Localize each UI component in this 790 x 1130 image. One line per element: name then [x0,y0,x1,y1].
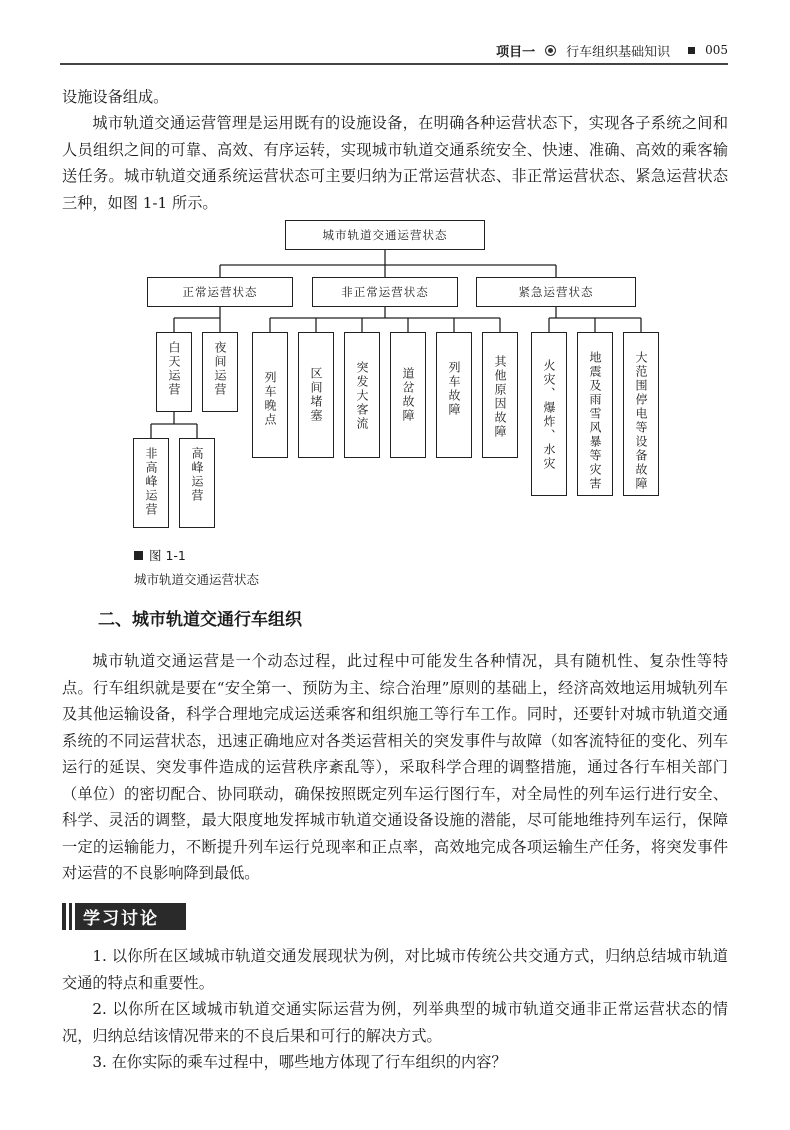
figure-label: 图 1-1 [134,546,186,564]
diagram-root: 城市轨道交通运营状态 [285,220,485,250]
diagram-normal-state: 正常运营状态 [147,277,293,307]
paragraph-train-organization: 城市轨道交通运营是一个动态过程，此过程中可能发生各种情况，具有随机性、复杂性等特点。行车组织就是要在“安全第一、预防为主、综合治理”原则的基础上，经济高效地运用城轨列车及其他运输设备，科学合理地完成运送乘客和组织施工等行车工作。同时，还要针对城市轨道交通系统的不同运营状态，迅速正确地应对各类运营相关的突发事件与故障（如客流特征的变化、列车运行的延误、突发事件造成的运营秩序紊乱等），采取科学合理的调整措施，通过各行车相关部门（单位）的密切配合、协同联动，确保按照既定列车运行图行车，对全局性的列车运行进行安全、科学、灵活的调整，最大限度地发挥城市轨道交通设备设施的潜能，尽可能地维持列车运行，保障一定的运输能力，不断提升列车运行兑现率和正点率，高效地完成各项运输生产任务，将突发事件对运营的不良影响降到最低。 [62,652,728,882]
diagram-switch-failure: 道岔故障 [390,332,426,458]
discussion-item: 1. 以你所在区域城市轨道交通发展现状为例，对比城市传统公共交通方式，归纳总结城市轨道交通的特点和重要性。 [62,947,728,992]
diagram-power-outage: 大范围停电等设备故障 [623,332,659,496]
diagram-daytime-operation: 白天运营 [156,332,192,412]
diagram-other-failure: 其他原因故障 [482,332,518,458]
diagram-train-failure: 列车故障 [436,332,472,458]
running-header [0,38,728,62]
page-number: 005 [705,43,728,57]
header-project: 项目一 [496,44,536,60]
diagram-peak-operation: 高峰运营 [179,438,215,528]
section-title: 二、城市轨道交通行车组织 [98,610,302,630]
discussion-item: 3. 在你实际的乘车过程中，哪些地方体现了行车组织的内容？ [92,1053,507,1071]
discussion-banner [62,903,186,930]
header-rule [60,63,728,65]
diagram-sudden-passenger-flow: 突发大客流 [344,332,380,458]
diagram-night-operation: 夜间运营 [202,332,238,412]
bullet-icon [545,45,556,56]
paragraph-continuation: 设施设备组成。 [62,88,169,106]
discussion-item: 2. 以你所在区域城市轨道交通实际运营为例，列举典型的城市轨道交通非正常运营状态的情况，归纳总结该情况带来的不良后果和可行的解决方式。 [62,1000,728,1045]
diagram-fire-explosion-flood: 火灾、爆炸、水灾 [531,332,567,496]
diagram-section-blockage: 区间堵塞 [298,332,334,458]
stripe-decoration [66,903,69,930]
diagram-natural-disaster: 地震及雨雪风暴等灾害 [577,332,613,496]
header-chapter: 行车组织基础知识 [566,44,671,60]
discussion-title: 学习讨论 [83,909,159,929]
square-icon [688,47,695,54]
paragraph-operations: 城市轨道交通运营管理是运用既有的设施设备，在明确各种运营状态下，实现各子系统之间和人员组织之间的可靠、高效、有序运转，实现城市轨道交通系统安全、快速、准确、高效的乘客输送任务。城市轨道交通系统运营状态可主要归纳为正常运营状态、非正常运营状态、紧急运营状态三种，如图 1-1 所示。 [62,114,728,212]
stripe-decoration [72,903,75,930]
figure-caption: 城市轨道交通运营状态 [134,572,260,587]
diagram-abnormal-state: 非正常运营状态 [312,277,458,307]
diagram-emergency-state: 紧急运营状态 [476,277,636,307]
diagram-train-delay: 列车晚点 [252,332,288,458]
square-icon [134,551,143,560]
diagram-offpeak-operation: 非高峰运营 [133,438,169,528]
